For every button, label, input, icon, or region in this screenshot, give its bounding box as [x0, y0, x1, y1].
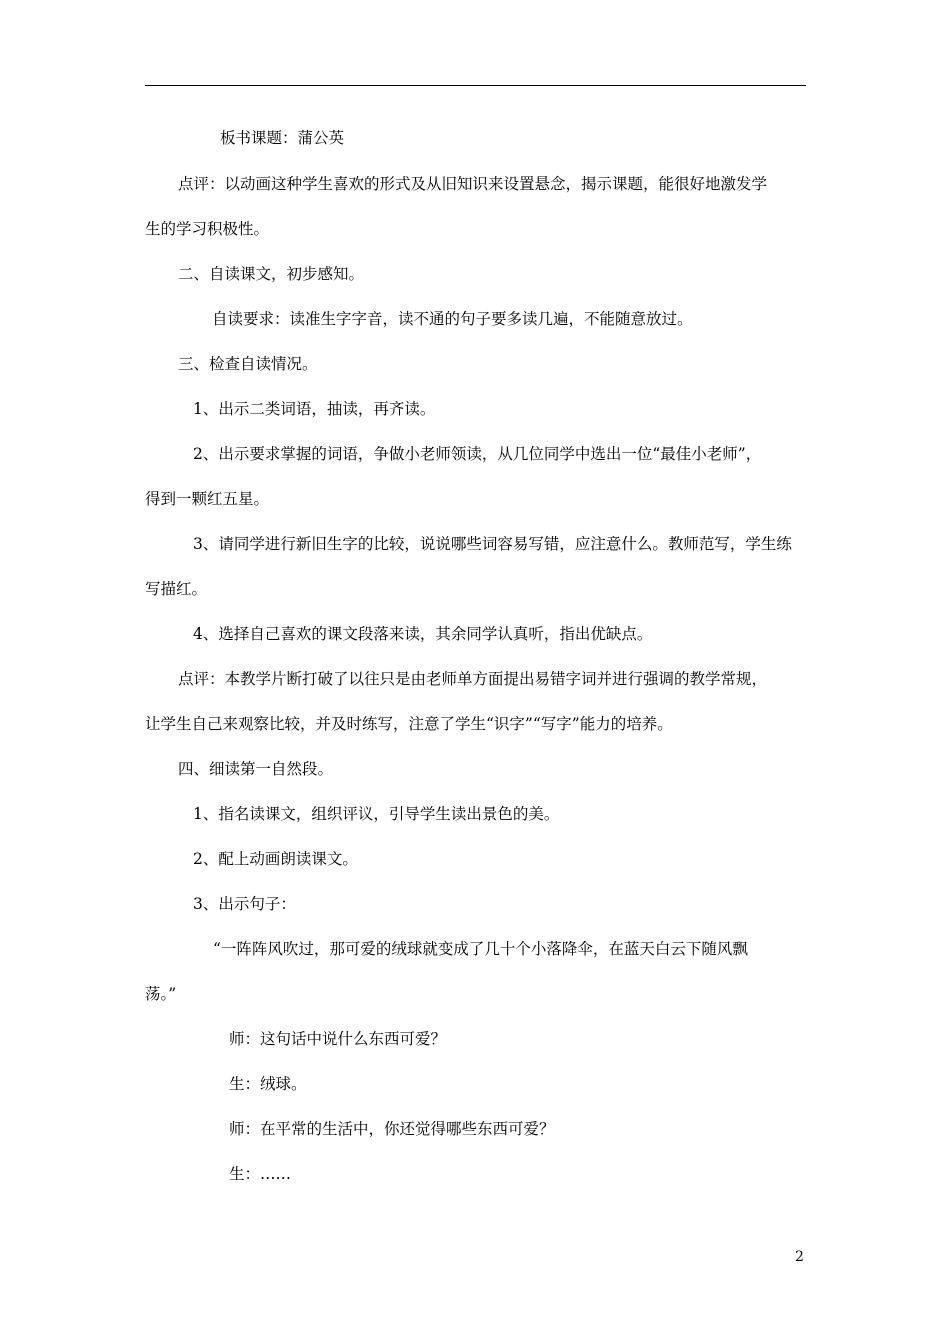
comment-paragraph-1-line-1: 点评：以动画这种学生喜欢的形式及从旧知识来设置悬念，揭示课题，能很好地激发学	[178, 175, 768, 193]
detail-step-2: 2、配上动画朗读课文。	[193, 850, 358, 868]
reading-requirement: 自读要求：读准生字字音，读不通的句子要多读几遍，不能随意放过。	[212, 310, 693, 328]
quoted-sentence-line-1: “一阵阵风吹过，那可爱的绒球就变成了几十个小落降伞，在蓝天白云下随风飘	[213, 940, 748, 958]
step-3-line-2: 写描红。	[145, 580, 208, 598]
dialogue-teacher-1: 师：这句话中说什么东西可爱？	[229, 1030, 447, 1048]
step-2-line-1: 2、出示要求掌握的词语，争做小老师领读，从几位同学中选出一位“最佳小老师”，	[193, 445, 762, 463]
step-4-item: 4、选择自己喜欢的课文段落来读，其余同学认真听，指出优缺点。	[193, 625, 653, 643]
step-3-line-1: 3、请同学进行新旧生字的比较，说说哪些词容易写错，应注意什么。教师范写，学生练	[193, 535, 792, 553]
header-rule	[145, 85, 806, 86]
comment-paragraph-1-line-2: 生的学习积极性。	[145, 220, 270, 238]
section-four-heading: 四、细读第一自然段。	[178, 760, 334, 778]
dialogue-teacher-2: 师：在平常的生活中，你还觉得哪些东西可爱？	[229, 1120, 555, 1138]
dialogue-student-2: 生：……	[229, 1165, 292, 1183]
step-1-item: 1、出示二类词语，抽读，再齐读。	[193, 400, 436, 418]
comment-paragraph-2-line-1: 点评：本教学片断打破了以往只是由老师单方面提出易错字词并进行强调的教学常规，	[178, 670, 768, 688]
detail-step-1: 1、指名读课文，组织评议，引导学生读出景色的美。	[193, 805, 560, 823]
quoted-sentence-line-2: 荡。”	[145, 985, 177, 1003]
section-three-heading: 三、检查自读情况。	[178, 355, 318, 373]
detail-step-3: 3、出示句子：	[193, 895, 296, 913]
step-2-line-2: 得到一颗红五星。	[145, 490, 270, 508]
comment-paragraph-2-line-2: 让学生自己来观察比较，并及时练写，注意了学生“识字”“写字”能力的培养。	[145, 715, 673, 733]
page-number: 2	[795, 1249, 804, 1265]
dialogue-student-1: 生：绒球。	[229, 1075, 307, 1093]
board-title-line: 板书课题：蒲公英	[220, 129, 345, 147]
section-two-heading: 二、自读课文，初步感知。	[178, 265, 365, 283]
